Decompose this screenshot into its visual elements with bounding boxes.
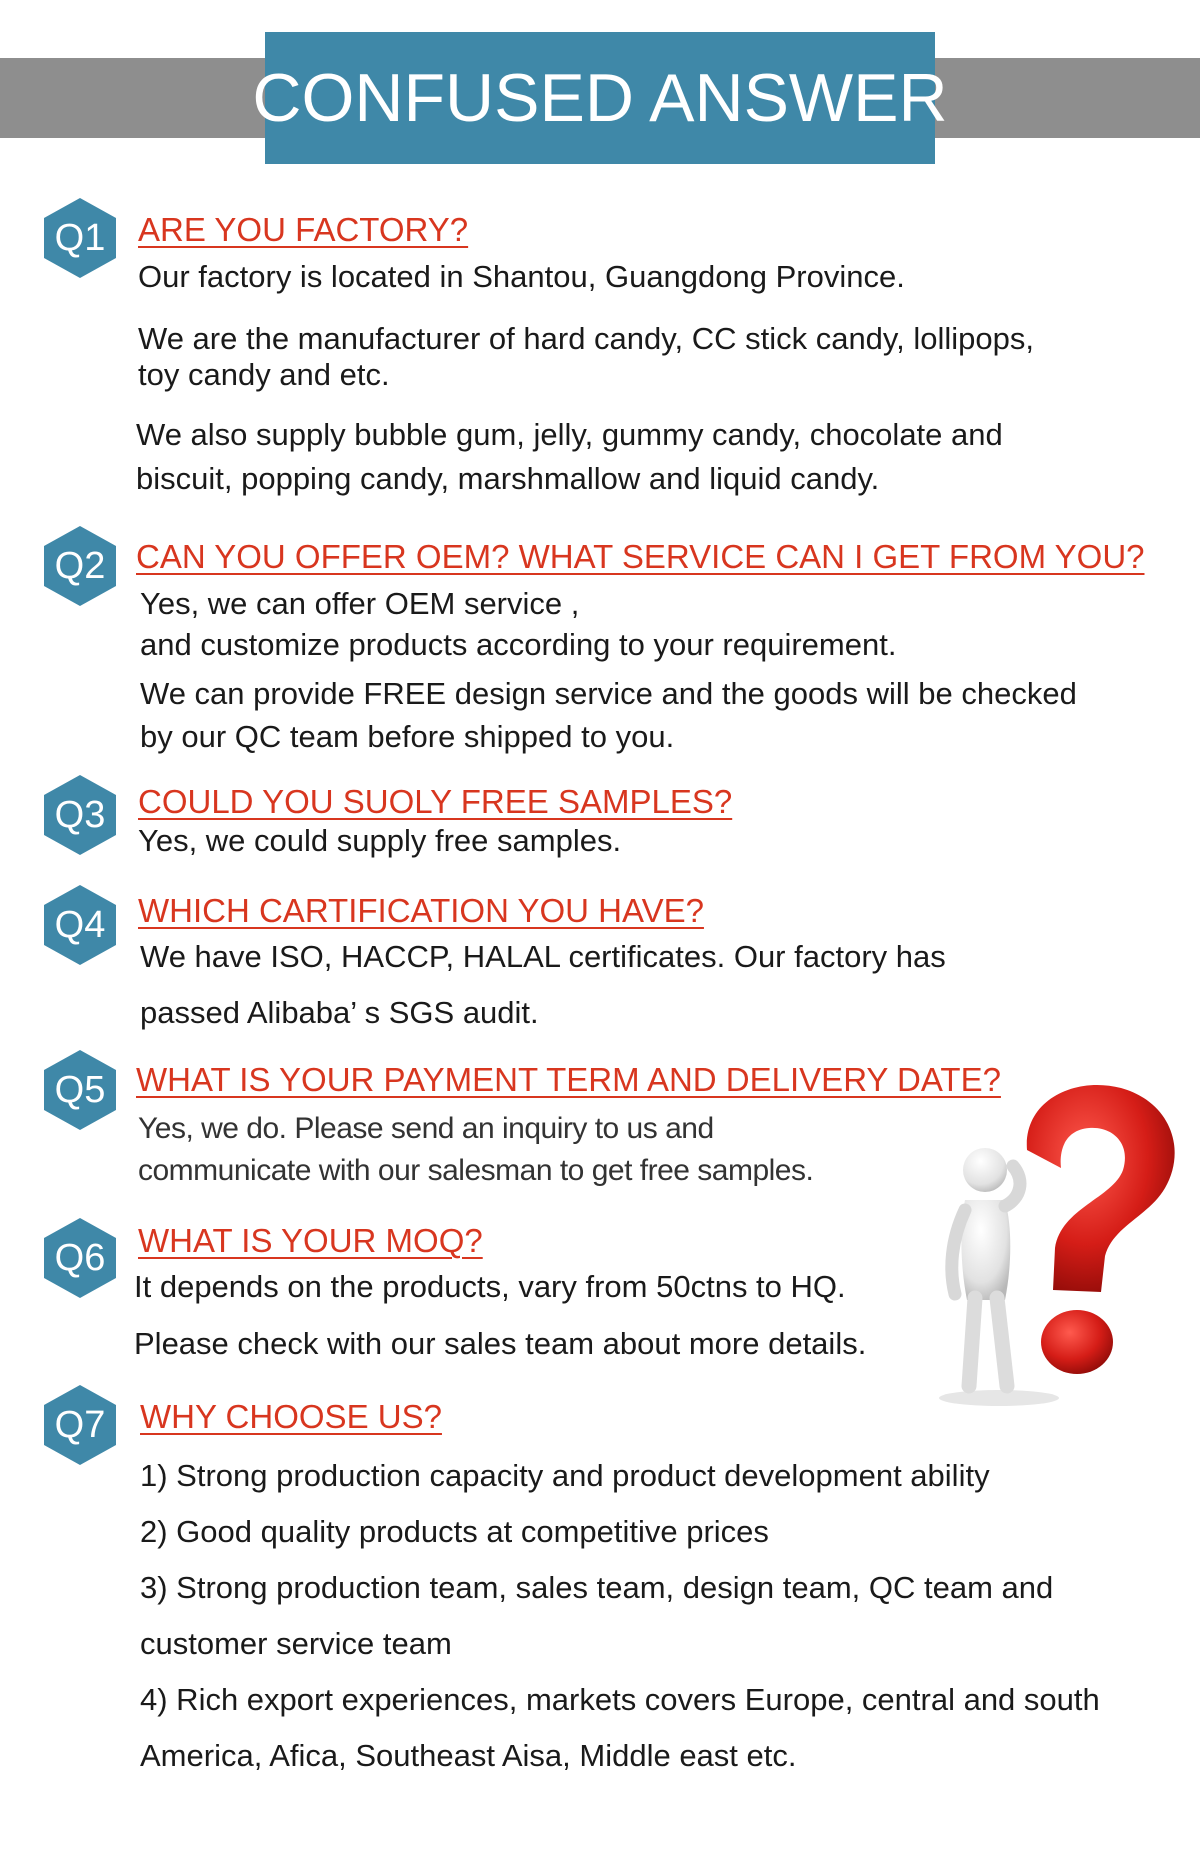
q1-badge	[44, 198, 116, 278]
q7-answer-line: America, Afica, Southeast Aisa, Middle east etc.	[140, 1738, 797, 1773]
q3-badge-label: Q3	[54, 793, 106, 836]
q2-answer-line: and customize products according to your requirement.	[140, 627, 897, 662]
q2-answer-line: by our QC team before shipped to you.	[140, 719, 675, 754]
q7-badge	[44, 1385, 116, 1465]
page-title: CONFUSED ANSWER	[252, 60, 948, 136]
q6-answer-line: It depends on the products, vary from 50ctns to HQ.	[134, 1269, 846, 1304]
q5-badge	[44, 1050, 116, 1130]
q2-answer-line: Yes, we can offer OEM service ,	[140, 586, 580, 621]
q6-badge	[44, 1218, 116, 1298]
q1-answer-line: toy candy and etc.	[138, 357, 390, 392]
q7-answer-line: 2) Good quality products at competitive prices	[140, 1514, 769, 1549]
q2-badge-label: Q2	[54, 544, 106, 587]
q2-answer-line: We can provide FREE design service and the goods will be checked	[140, 676, 1077, 711]
q1-badge-label: Q1	[54, 216, 106, 259]
q7-answer-line: 1) Strong production capacity and product development ability	[140, 1458, 990, 1493]
thinking-figure-illustration	[925, 1080, 1195, 1410]
q6-question: WHAT IS YOUR MOQ?	[138, 1222, 483, 1259]
q5-answer-line: communicate with our salesman to get free samples.	[138, 1154, 814, 1187]
q4-badge-label: Q4	[54, 903, 106, 946]
q4-question: WHICH CARTIFICATION YOU HAVE?	[138, 892, 704, 929]
q1-answer-line: Our factory is located in Shantou, Guangdong Province.	[138, 259, 905, 294]
q5-answer-line: Yes, we do. Please send an inquiry to us and	[138, 1112, 714, 1145]
q3-question: COULD YOU SUOLY FREE SAMPLES?	[138, 783, 733, 820]
q6-badge-label: Q6	[54, 1236, 106, 1279]
q6-answer-line: Please check with our sales team about more details.	[134, 1326, 867, 1361]
q7-answer-line: 4) Rich export experiences, markets covers Europe, central and south	[140, 1682, 1100, 1717]
q7-answer-line: 3) Strong production team, sales team, design team, QC team and	[140, 1570, 1054, 1605]
q5-badge-label: Q5	[54, 1068, 106, 1111]
q1-answer-line: We also supply bubble gum, jelly, gummy candy, chocolate and	[136, 417, 1003, 452]
q1-question: ARE YOU FACTORY?	[138, 211, 469, 248]
q1-answer-line: We are the manufacturer of hard candy, CC stick candy, lollipops,	[138, 321, 1034, 356]
q4-answer-line: We have ISO, HACCP, HALAL certificates. Our factory has	[140, 939, 946, 974]
stick-figure-icon	[939, 1148, 1059, 1406]
q3-answer-line: Yes, we could supply free samples.	[138, 823, 622, 858]
q7-question: WHY CHOOSE US?	[140, 1398, 442, 1435]
question-mark-icon	[1027, 1085, 1175, 1374]
q1-answer-line: biscuit, popping candy, marshmallow and liquid candy.	[136, 461, 880, 496]
q7-badge-label: Q7	[54, 1403, 106, 1446]
q4-answer-line: passed Alibaba’ s SGS audit.	[140, 995, 539, 1030]
q5-question: WHAT IS YOUR PAYMENT TERM AND DELIVERY DATE?	[136, 1061, 1001, 1098]
q3-badge	[44, 775, 116, 855]
q7-answer-line: customer service team	[140, 1626, 452, 1661]
q4-badge	[44, 885, 116, 965]
title-banner	[252, 32, 948, 164]
q2-badge	[44, 526, 116, 606]
q2-question: CAN YOU OFFER OEM? WHAT SERVICE CAN I GET FROM YOU?	[136, 538, 1145, 575]
